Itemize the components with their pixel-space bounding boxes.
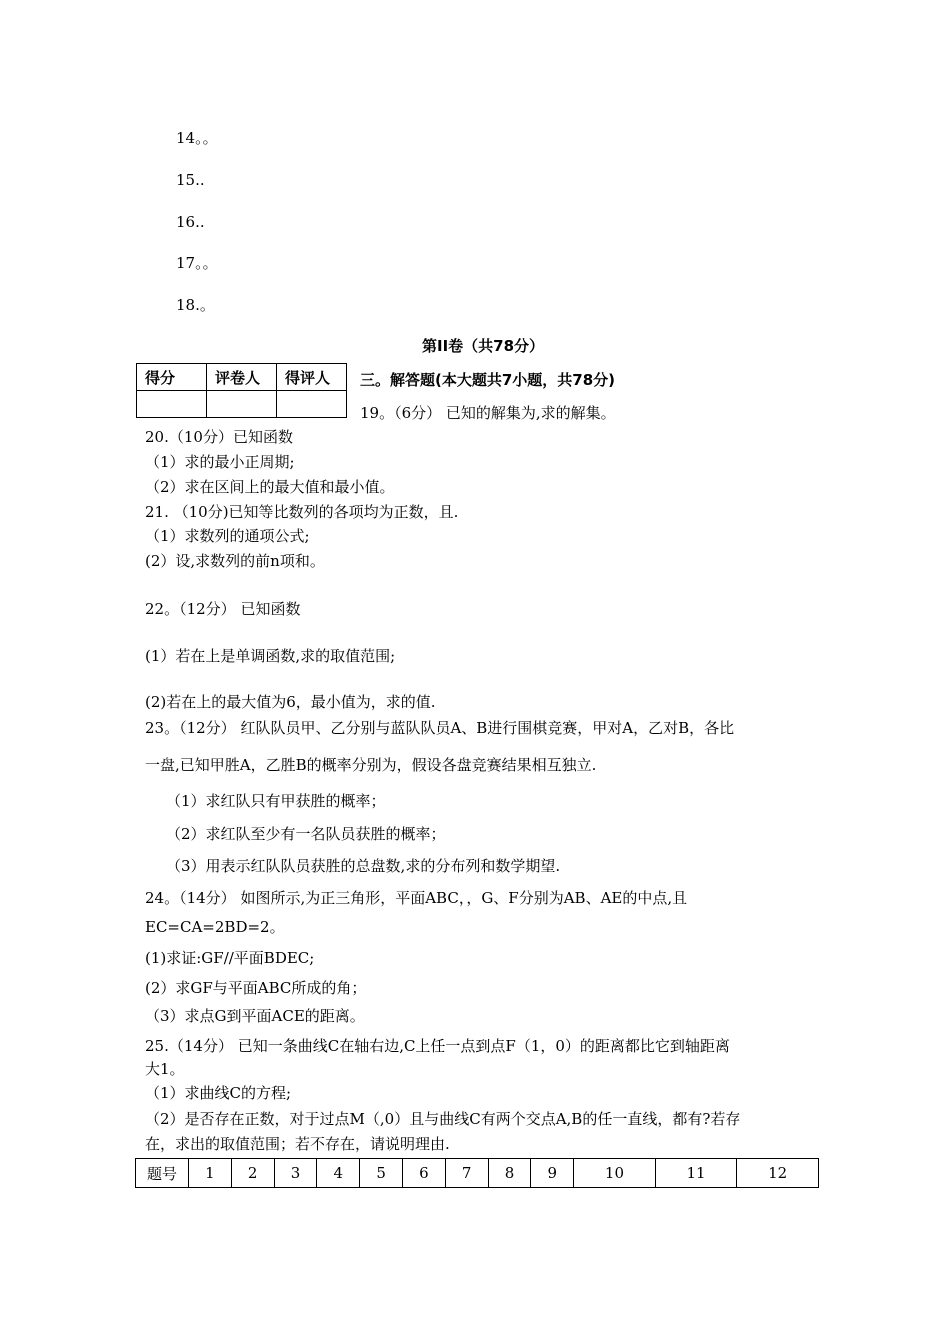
- item-15: 15..: [176, 171, 205, 189]
- question-number-table: [135, 1158, 819, 1188]
- question-23-part-1: （1）求红队只有甲获胜的概率；: [166, 792, 386, 810]
- question-20-part-2: （2）求在区间上的最大值和最小值。: [145, 478, 395, 496]
- question-21-part-1: （1）求数列的通项公式;: [145, 527, 310, 545]
- question-20-part-1: （1）求的最小正周期;: [145, 453, 295, 471]
- question-24-line-1: 24。（14分） 如图所示,为正三角形，平面ABC，，G、F分别为AB、AE的中点,且: [145, 889, 688, 907]
- table-cell: 3: [274, 1159, 317, 1188]
- table-label: 题号: [136, 1159, 189, 1188]
- table-cell: 6: [402, 1159, 445, 1188]
- question-22: 22。（12分） 已知函数: [145, 600, 301, 618]
- section3-heading: 三。解答题(本大题共7小题，共78分): [360, 371, 616, 389]
- table-cell: 2: [231, 1159, 274, 1188]
- question-23-line-1: 23。（12分） 红队队员甲、乙分别与蓝队队员A、B进行围棋竞赛，甲对A，乙对B，各比: [145, 719, 735, 737]
- reviewer-header: 得评人: [277, 364, 347, 391]
- table-cell: 9: [531, 1159, 574, 1188]
- grader-header: 评卷人: [207, 364, 277, 391]
- question-25-part-2-line-1: （2）是否存在正数，对于过点M（,0）且与曲线C有两个交点A,B的任一直线，都有?若存: [145, 1110, 741, 1128]
- question-21-part-2: (2）设,求数列的前n项和。: [145, 552, 325, 570]
- question-23-line-2: 一盘,已知甲胜A，乙胜B的概率分别为，假设各盘竞赛结果相互独立.: [145, 756, 597, 774]
- question-25-line-2: 大1。: [145, 1060, 185, 1078]
- question-20: 20.（10分）已知函数: [145, 428, 293, 446]
- score-cell[interactable]: [137, 391, 207, 418]
- item-14: 14。。: [176, 129, 218, 147]
- question-25-part-1: （1）求曲线C的方程;: [145, 1084, 292, 1102]
- question-25-part-2-line-2: 在，求出的取值范围；若不存在，请说明理由.: [145, 1135, 450, 1153]
- table-cell: 7: [445, 1159, 488, 1188]
- question-22-part-1: (1）若在上是单调函数,求的取值范围;: [145, 647, 396, 665]
- item-18: 18.。: [176, 296, 215, 314]
- table-cell: 11: [655, 1159, 737, 1188]
- item-16: 16..: [176, 213, 205, 231]
- item-17: 17。。: [176, 254, 218, 272]
- grader-cell[interactable]: [207, 391, 277, 418]
- question-19: 19。（6分） 已知的解集为,求的解集。: [360, 404, 616, 422]
- table-cell: 10: [574, 1159, 656, 1188]
- table-cell: 5: [360, 1159, 403, 1188]
- question-24-part-1: (1)求证:GF//平面BDEC;: [145, 949, 315, 967]
- section-title: 第II卷（共78分）: [422, 337, 545, 355]
- table-cell: 8: [488, 1159, 531, 1188]
- table-cell: 12: [737, 1159, 819, 1188]
- question-24-part-2: (2）求GF与平面ABC所成的角；: [145, 979, 367, 997]
- score-box: [136, 363, 347, 418]
- question-25-line-1: 25.（14分） 已知一条曲线C在轴右边,C上任一点到点F（1，0）的距离都比它到轴距离: [145, 1037, 730, 1055]
- question-24-line-2: EC=CA=2BD=2。: [145, 918, 285, 936]
- reviewer-cell[interactable]: [277, 391, 347, 418]
- question-23-part-2: （2）求红队至少有一名队员获胜的概率；: [166, 825, 446, 843]
- question-23-part-3: （3）用表示红队队员获胜的总盘数,求的分布列和数学期望.: [166, 857, 561, 875]
- question-22-part-2: (2)若在上的最大值为6，最小值为，求的值.: [145, 693, 436, 711]
- question-24-part-3: （3）求点G到平面ACE的距离。: [145, 1007, 365, 1025]
- table-cell: 4: [317, 1159, 360, 1188]
- question-21: 21. （10分)已知等比数列的各项均为正数，且.: [145, 503, 459, 521]
- score-header: 得分: [137, 364, 207, 391]
- table-cell: 1: [189, 1159, 232, 1188]
